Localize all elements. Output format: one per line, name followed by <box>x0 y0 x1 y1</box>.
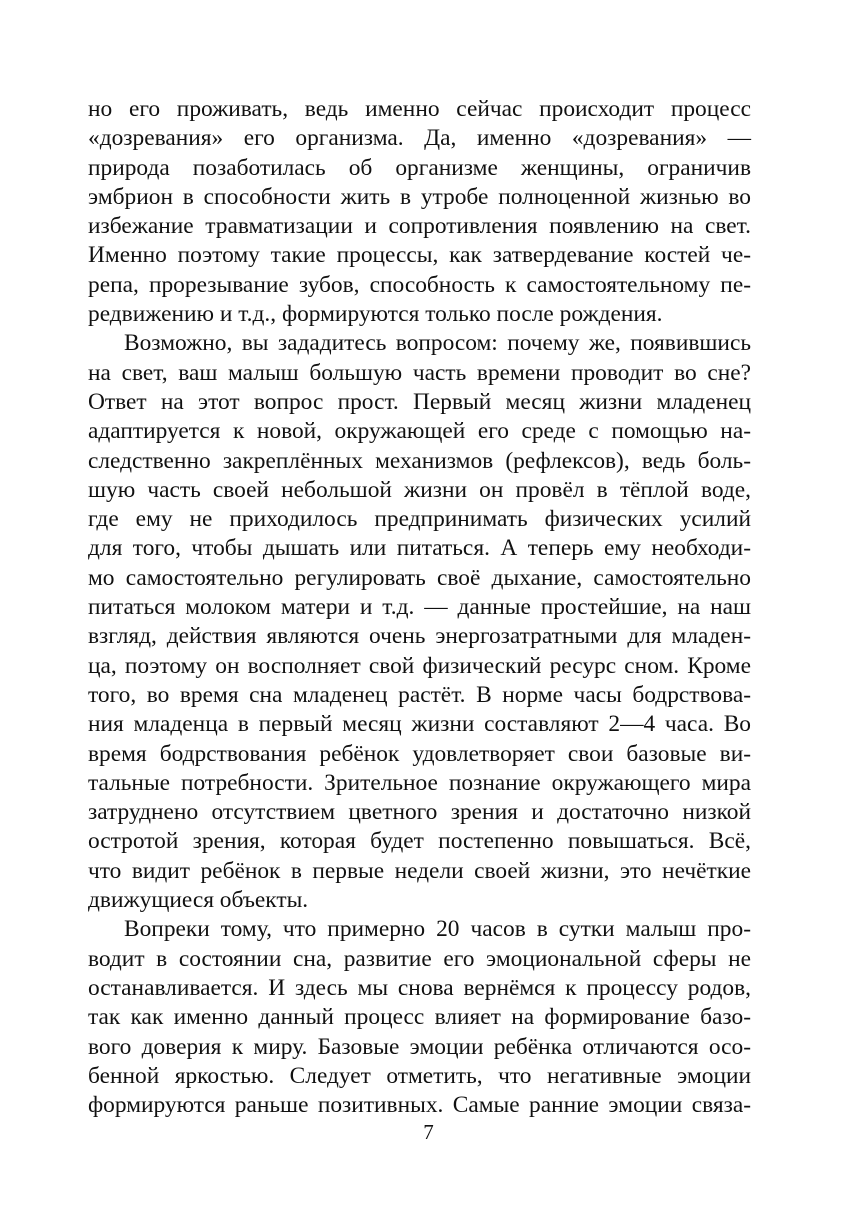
text-line: бенной яркостью. Следует отметить, что негативные эмоции <box>88 1062 751 1089</box>
text-line: того, во время сна младенец растёт. В норме часы бодрствова- <box>88 681 751 708</box>
text-line: адаптируется к новой, окружающей его среде с помощью на- <box>88 418 751 445</box>
text-line: водит в состоянии сна, развитие его эмоциональной сферы не <box>88 945 751 972</box>
text-line: взгляд, действия являются очень энергозатратными для младен- <box>88 623 751 650</box>
text-line: тальные потребности. Зрительное познание окружающего мира <box>88 769 751 796</box>
text-line: Именно поэтому такие процессы, как затвердевание костей че- <box>88 242 751 269</box>
text-line: вого доверия к миру. Базовые эмоции ребёнка отличаются осо- <box>88 1033 751 1060</box>
text-line: избежание травматизации и сопротивления появлению на свет. <box>88 213 751 240</box>
text-line: ца, поэтому он восполняет свой физический ресурс сном. Кроме <box>88 652 751 679</box>
text-line: для того, чтобы дышать или питаться. А теперь ему необходи- <box>88 535 751 562</box>
text-line: «дозревания» его организма. Да, именно «дозревания» — <box>88 125 751 152</box>
paragraph-1 <box>88 95 751 329</box>
text-line: что видит ребёнок в первые недели своей жизни, это нечёткие <box>88 857 751 884</box>
text-line: эмбрион в способности жить в утробе полноценной жизнью во <box>88 183 751 210</box>
text-line: на свет, ваш малыш большую часть времени проводит во сне? <box>88 359 751 386</box>
text-line: мо самостоятельно регулировать своё дыхание, самостоятельно <box>88 564 751 591</box>
text-line: формируются раньше позитивных. Самые ранние эмоции связа- <box>88 1092 751 1119</box>
text-line: останавливается. И здесь мы снова вернёмся к процессу родов, <box>88 974 751 1001</box>
text-line: ния младенца в первый месяц жизни составляют 2—4 часа. Во <box>88 711 751 738</box>
text-line: следственно закреплённых механизмов (рефлексов), ведь боль- <box>88 447 751 474</box>
paragraph-3 <box>88 915 751 1120</box>
text-line: питаться молоком матери и т.д. — данные простейшие, на наш <box>88 594 751 621</box>
text-line: Возможно, вы зададитесь вопросом: почему же, появившись <box>124 330 751 357</box>
text-line: шую часть своей небольшой жизни он провёл в тёплой воде, <box>88 476 751 503</box>
page-number: 7 <box>423 1120 434 1144</box>
text-line: репа, прорезывание зубов, способность к самостоятельному пе- <box>88 271 751 298</box>
text-line: затруднено отсутствием цветного зрения и достаточно низкой <box>88 799 751 826</box>
text-line: Вопреки тому, что примерно 20 часов в сутки малыш про- <box>124 916 751 943</box>
paragraph-2 <box>88 329 751 915</box>
text-line: движущиеся объекты. <box>88 887 309 914</box>
text-line: время бодрствования ребёнок удовлетворяет свои базовые ви- <box>88 740 751 767</box>
text-line: где ему не приходилось предпринимать физических усилий <box>88 506 751 533</box>
text-line: Ответ на этот вопрос прост. Первый месяц жизни младенец <box>88 388 751 415</box>
text-line: природа позаботилась об организме женщины, ограничив <box>88 154 751 181</box>
text-line: остротой зрения, которая будет постепенно повышаться. Всё, <box>88 828 751 855</box>
text-line: редвижению и т.д., формируются только после рождения. <box>88 301 663 328</box>
text-line: но его проживать, ведь именно сейчас происходит процесс <box>88 96 751 122</box>
text-line: так как именно данный процесс влияет на формирование базо- <box>88 1004 751 1031</box>
body-text <box>88 95 751 1120</box>
